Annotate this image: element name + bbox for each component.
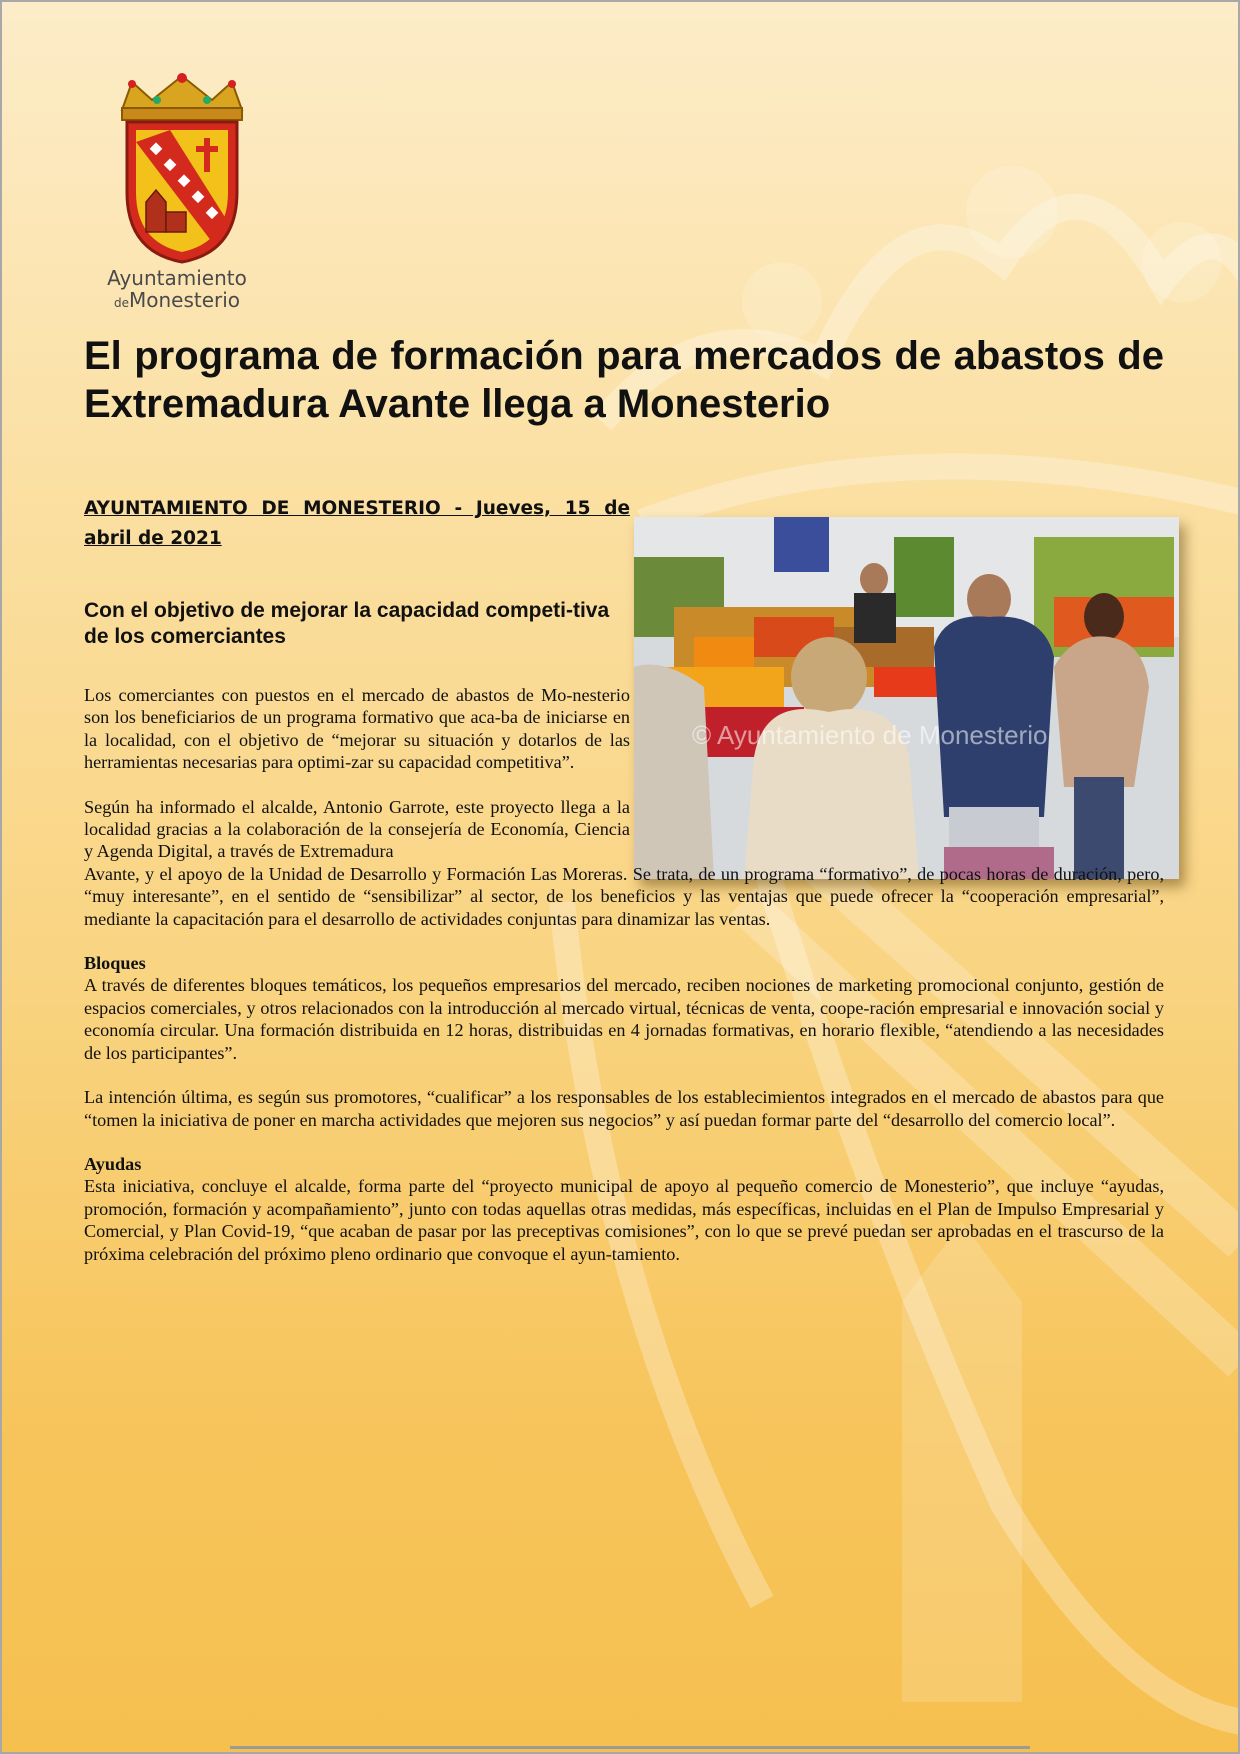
coat-of-arms-icon [112,72,252,267]
paragraph-2-continued: Avante, y el apoyo de la Unidad de Desarrollo y Formación Las Moreras. Se trata, de un programa “formativo”, de pocas horas de duración, pero, “muy interesante”, en el sentido de “sensibilizar” al sector, de los beneficios y las ventajas que puede ofrecer la “cooperación empresarial”, mediante la capacitación para el desarrollo de actividades conjuntas para dinamizar las ventas. [84,863,1164,929]
logo-line-ayuntamiento: Ayuntamiento [107,266,247,290]
paragraph-5: Esta iniciativa, concluye el alcalde, forma parte del “proyecto municipal de apoyo al pequeño comercio de Monesterio”, que incluye “ayudas, promoción, formación y acompañamiento”, junto con todas aquellas otras medidas, más específicas, incluidas en el Plan de Impulso Empresarial y Comercial, y Plan Covid-19, “que acaban de pasar por las preceptivas comisiones”, con lo que se prevé puedan ser aprobadas en el trascurso de la próxima celebración del próximo pleno ordinario que convoque el ayun-tamiento. [84,1176,1164,1264]
logo-line-monesterio: deMonesterio [113,288,241,312]
article-title: El programa de formación para mercados de abastos de Extremadura Avante llega a Monesterio [84,334,1164,426]
paragraph-1: Los comerciantes con puestos en el mercado de abastos de Mo-nesterio son los beneficiarios de un programa formativo que aca-ba de iniciarse en la localidad, con el objetivo de “mejorar su situación y dotarlos de las herramientas necesarias para optimi-zar su capacidad competitiva”. [84,685,630,773]
paragraph-2-wrap: Según ha informado el alcalde, Antonio Garrote, este proyecto llega a la localidad gracias a la colaboración de la consejería de Economía, Ciencia y Agenda Digital, a través de Extremadura [84,796,630,862]
article-body [84,684,1164,1287]
municipal-logo [102,72,262,322]
paragraph-4: La intención última, es según sus promotores, “cualificar” a los responsables de los establecimientos integrados en el mercado de abastos para que “tomen la iniciativa de poner en marcha actividades que mejoren sus negocios” y así puedan formar parte del “desarrollo del comercio local”. [84,1087,1164,1130]
photo-watermark-caption: © Ayuntamiento de Monesterio [692,720,1048,750]
footer-divider [230,1746,1030,1749]
logo-text [102,267,252,314]
article-subtitle: Con el objetivo de mejorar la capacidad competi-tiva de los comerciantes [84,599,610,648]
section-heading-ayudas: Ayudas [84,1153,142,1174]
paragraph-3: A través de diferentes bloques temáticos, los pequeños empresarios del mercado, reciben nociones de marketing promocional conjunto, gestión de espacios comerciales, y otros relacionados con la introducción al mercado virtual, técnicas de venta, coope-ración empresarial e innovación social y economía circular. Una formación distribuida en 12 horas, distribuidas en 4 jornadas formativas, en horario flexible, “atendiendo a las necesidades de los participantes”. [84,975,1164,1063]
section-heading-bloques: Bloques [84,953,146,974]
article-dateline: AYUNTAMIENTO DE MONESTERIO - Jueves, 15 de abril de 2021 [84,498,630,549]
